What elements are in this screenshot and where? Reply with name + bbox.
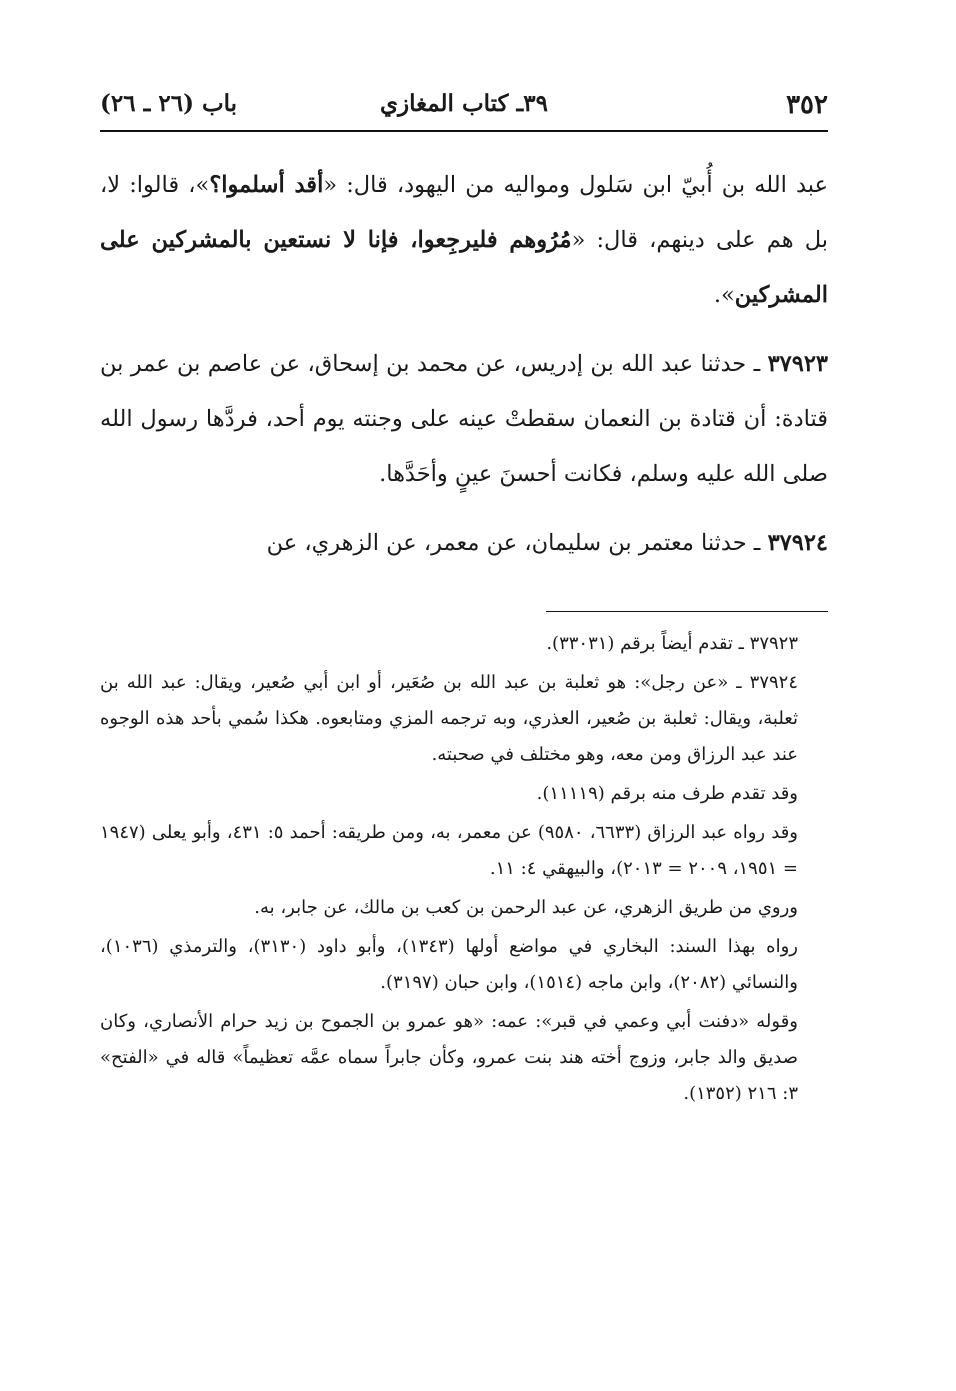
footnote: ٣٧٩٢٤ ـ «عن رجل»: هو ثعلبة بن عبد الله بن صُعَير، أو ابن أبي صُعير، ويقال: عبد الله بن ثعلبة، ويقال: ثعلبة بن صُعير، العذري، وبه ترجمه المزي ومتابعوه. هكذا سُمي بأحد هذه الوجوه عند عبد الرزاق ومن معه، وهو مختلف في صحبته. [100, 672, 798, 765]
footnote: وقوله «دفنت أبي وعمي في قبر»: عمه: «هو عمرو بن الجموح بن زيد حرام الأنصاري، وكان صديق والد جابر، وزوج أخته هند بنت عمرو، وكأن جابراً سماه عمَّه تعظيماً» قاله في «الفتح» ٣: ٢١٦ (١٣٥٢). [100, 1011, 798, 1104]
text-run: ». [713, 282, 735, 308]
hadith-number: ٣٧٩٢٤ [767, 530, 828, 556]
hadith-37923 [100, 337, 828, 502]
text-run: »، قالوا: لا، بل هم على دينهم، قال: « [100, 172, 828, 253]
page-number: ٣٥٢ [786, 90, 828, 120]
footnote: وقد رواه عبد الرزاق (٦٦٣٣، ٩٥٨٠) عن معمر، به، ومن طريقه: أحمد ٥: ٤٣١، وأبو يعلى (١٩٤٧ = ١٩٥١، ٢٠٠٩ = ٢٠١٣)، والبيهقي ٤: ١١. [100, 822, 798, 879]
book-page [100, 80, 828, 1115]
footnote: ٣٧٩٢٣ ـ تقدم أيضاً برقم (٣٣٠٣١). [546, 633, 798, 654]
text-run: عبد الله بن أُبيّ ابن سَلول ومواليه من اليهود، قال: « [323, 172, 828, 198]
hadith-number: ٣٧٩٢٣ [767, 351, 828, 377]
chapter-title: باب (٢٦ ـ ٢٦) [100, 90, 238, 117]
running-header [100, 80, 828, 132]
footnote: رواه بهذا السند: البخاري في مواضع أولها (١٣٤٣)، وأبو داود (٣١٣٠)، والترمذي (١٠٣٦)، والنسائي (٢٠٨٢)، وابن ماجه (١٥١٤)، وابن حبان (٣١٩٧). [100, 936, 798, 993]
paragraph-1 [100, 158, 828, 323]
footnote: وروي من طريق الزهري، عن عبد الرحمن بن كعب بن مالك، عن جابر، به. [254, 897, 798, 918]
footnote: وقد تقدم طرف منه برقم (١١١١٩). [536, 783, 798, 804]
footnote-divider [546, 611, 828, 612]
hadith-text: ـ حدثنا عبد الله بن إدريس، عن محمد بن إسحاق، عن عاصم بن عمر بن قتادة: أن قتادة بن النعمان سقطتْ عينه على وجنته يوم أحد، فردَّها رسول الله صلى الله عليه وسلم، فكانت أحسنَ عينٍ وأحَدَّها. [100, 351, 828, 487]
footnotes [100, 626, 828, 1112]
bold-quote: أقد أسلموا؟ [209, 172, 324, 198]
hadith-37924 [100, 516, 828, 571]
main-text [100, 158, 828, 571]
hadith-text: ـ حدثنا معتمر بن سليمان، عن معمر، عن الزهري، عن [266, 530, 768, 556]
book-title: ٣٩ـ كتاب المغازي [380, 90, 548, 117]
bold-quote: مُرُوهم فليرجِعوا، فإنا لا نستعين بالمشركين على المشركين [100, 227, 828, 308]
